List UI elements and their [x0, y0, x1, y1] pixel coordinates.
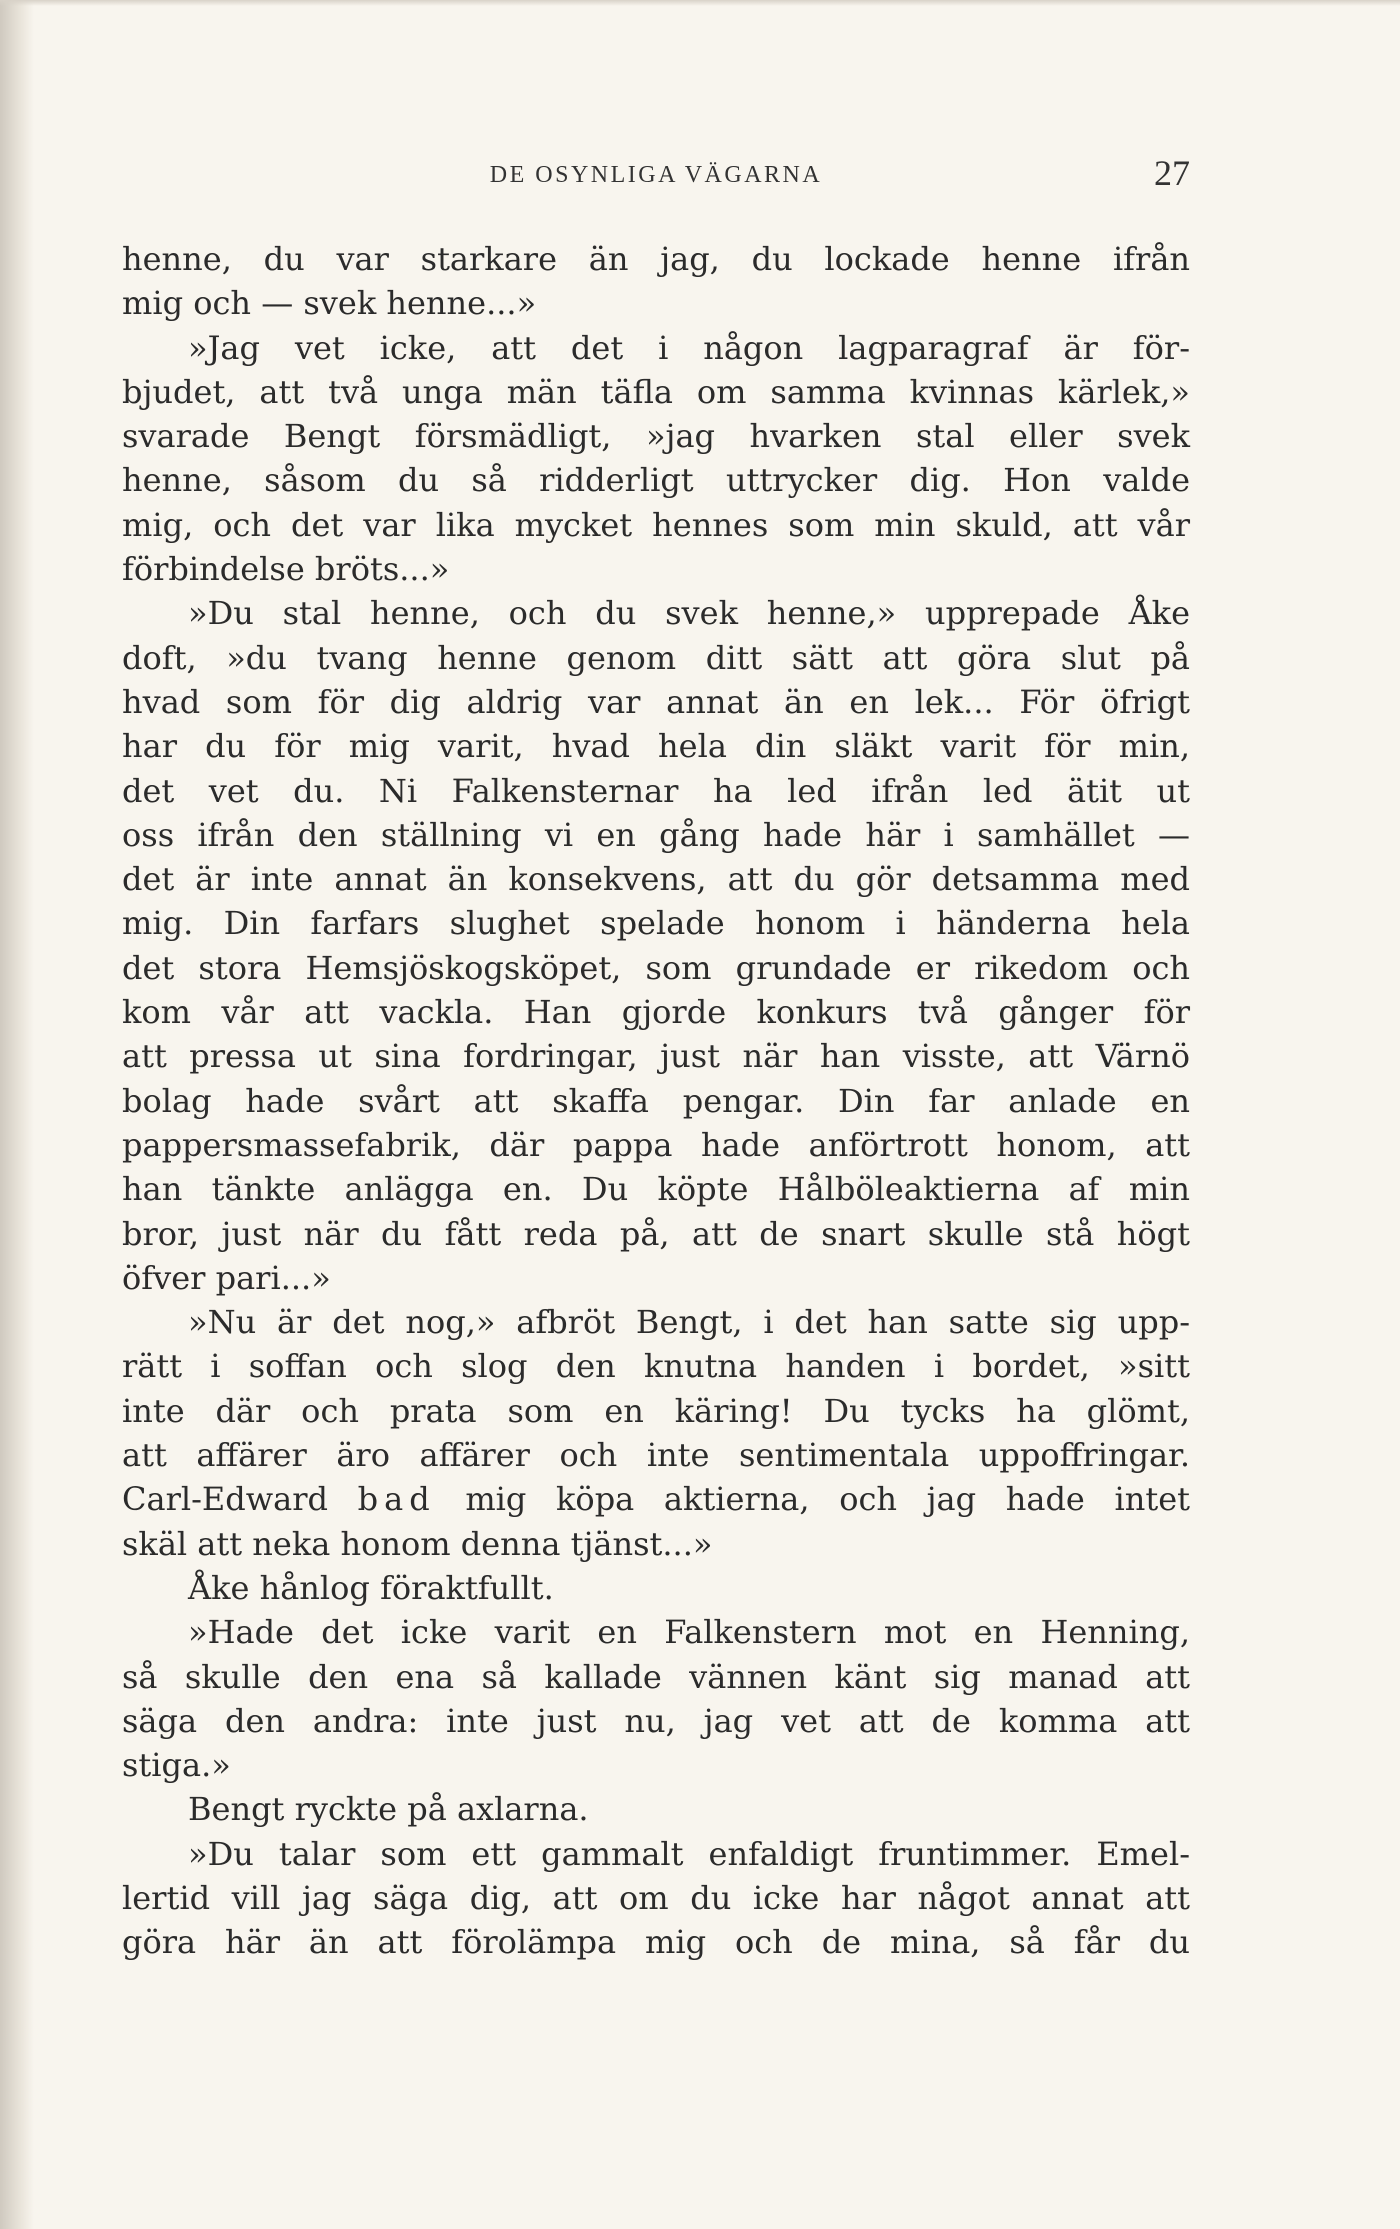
text-line: att affärer äro affärer och inte sentimentala uppoffringar.: [122, 1436, 1190, 1475]
text-line: oss ifrån den ställning vi en gång hade här i samhället —: [122, 815, 1190, 854]
text-line: mig. Din farfars slughet spelade honom i händerna hela: [122, 904, 1190, 943]
text-line: mig och — svek henne...»: [122, 284, 537, 323]
text-line: »Hade det icke varit en Falkenstern mot en Henning,: [188, 1613, 1190, 1652]
text-line: kom vår att vackla. Han gjorde konkurs två gånger för: [122, 993, 1190, 1032]
text-line: rätt i soffan och slog den knutna handen i bordet, »sitt: [122, 1347, 1190, 1386]
text-line: att pressa ut sina fordringar, just när han visste, att Värnö: [122, 1037, 1190, 1076]
text-line: mig, och det var lika mycket hennes som min skuld, att vår: [122, 505, 1190, 544]
text-line: henne, du var starkare än jag, du lockade henne ifrån: [122, 240, 1190, 278]
text-line: »Du talar som ett gammalt enfaldigt fruntimmer. Emel-: [188, 1834, 1190, 1873]
text-line: doft, »du tvang henne genom ditt sätt att göra slut på: [122, 638, 1190, 677]
text-line: Bengt ryckte på axlarna.: [188, 1790, 589, 1829]
text-line: bolag hade svårt att skaffa pengar. Din far anlade en: [122, 1081, 1190, 1120]
text-line: stiga.»: [122, 1746, 231, 1785]
text-line: hvad som för dig aldrig var annat än en lek... För öfrigt: [122, 682, 1190, 721]
text-line: pappersmassefabrik, där pappa hade anförtrott honom, att: [122, 1125, 1190, 1164]
text-line: lertid vill jag säga dig, att om du icke har något annat att: [122, 1878, 1190, 1917]
text-line: han tänkte anlägga en. Du köpte Hålböleaktierna af min: [122, 1170, 1190, 1209]
text-line: henne, såsom du så ridderligt uttrycker dig. Hon valde: [122, 461, 1190, 500]
text-line: svarade Bengt försmädligt, »jag hvarken stal eller svek: [122, 417, 1190, 456]
text-line: Carl-Edward bad mig köpa aktierna, och jag hade intet: [122, 1480, 1190, 1519]
text-line: det stora Hemsjöskogsköpet, som grundade er rikedom och: [122, 948, 1190, 987]
text-line: Åke hånlog föraktfullt.: [188, 1568, 554, 1607]
emphasis-spaced: bad: [357, 1480, 436, 1519]
text-line: har du för mig varit, hvad hela din släkt varit för min,: [122, 727, 1190, 766]
page-number: 27: [1154, 153, 1190, 193]
text-line: skäl att neka honom denna tjänst...»: [122, 1524, 713, 1563]
text-line: så skulle den ena så kallade vännen känt sig manad att: [122, 1657, 1190, 1696]
text-line: inte där och prata som en käring! Du tycks ha glömt,: [122, 1391, 1190, 1430]
text-line: »Du stal henne, och du svek henne,» upprepade Åke: [188, 594, 1190, 633]
text-line: öfver pari...»: [122, 1258, 331, 1297]
text-line: det är inte annat än konsekvens, att du gör detsamma med: [122, 860, 1190, 899]
running-title: DE OSYNLIGA VÄGARNA: [489, 162, 823, 188]
text-line: förbindelse bröts...»: [122, 550, 450, 589]
text-line: göra här än att förolämpa mig och de mina, så får du: [122, 1923, 1190, 1962]
text-line: det vet du. Ni Falkensternar ha led ifrån led ätit ut: [122, 771, 1190, 810]
text-line: bjudet, att två unga män täfla om samma kvinnas kärlek,»: [122, 372, 1190, 411]
body-text: [122, 237, 1190, 1965]
text-line: »Jag vet icke, att det i någon lagparagraf är för-: [188, 328, 1190, 367]
text-line: säga den andra: inte just nu, jag vet att de komma att: [122, 1701, 1190, 1740]
running-header: [122, 152, 1190, 202]
text-line: bror, just när du fått reda på, att de snart skulle stå högt: [122, 1214, 1190, 1253]
text-line: »Nu är det nog,» afbröt Bengt, i det han satte sig upp-: [188, 1303, 1190, 1342]
